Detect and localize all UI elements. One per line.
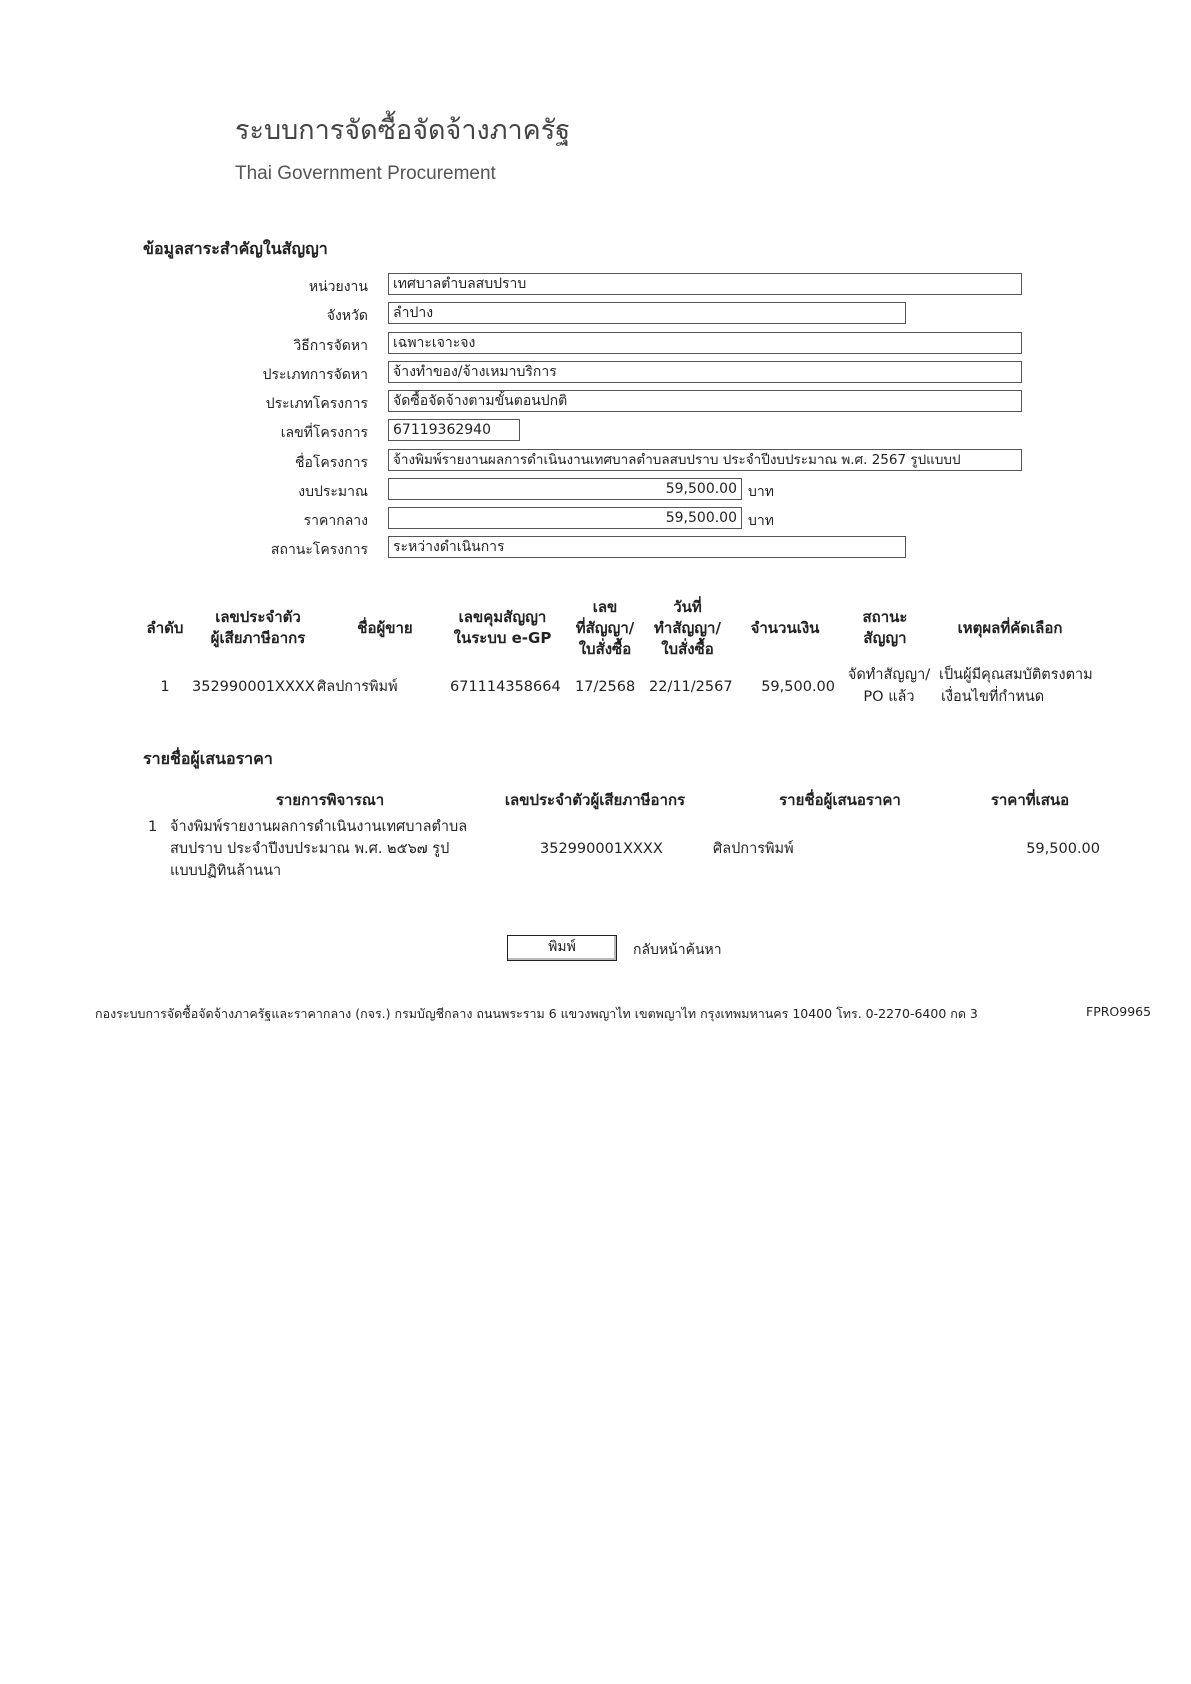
field-label-procurement-type: ประเภทการจัดหา: [262, 367, 368, 383]
cell-contract-status: จัดทำสัญญา/ PO แล้ว: [847, 667, 931, 705]
field-label-project-status: สถานะโครงการ: [270, 542, 368, 558]
bidders-heading: รายชื่อผู้เสนอราคา: [143, 749, 273, 768]
field-budget: 59,500.00: [388, 478, 742, 500]
th-control-no: เลขคุมสัญญา ในระบบ e-GP: [453, 608, 552, 647]
field-label-project-name: ชื่อโครงการ: [294, 455, 368, 471]
field-label-budget: งบประมาณ: [298, 484, 368, 500]
th-selection-reason: เหตุผลที่คัดเลือก: [957, 619, 1063, 637]
field-label-project-type: ประเภทโครงการ: [265, 396, 368, 412]
cell-contract-no: 17/2568: [575, 679, 636, 695]
th-amount: จำนวนเงิน: [750, 619, 820, 637]
cell-selection-reason: เป็นผู้มีคุณสมบัติตรงตาม เงื่อนไขที่กำหนด: [939, 667, 1093, 705]
field-project-status: ระหว่างดำเนินการ: [388, 536, 906, 558]
cell-contract-date: 22/11/2567: [649, 679, 733, 695]
field-procurement-type: จ้างทำของ/จ้างเหมาบริการ: [388, 361, 1022, 383]
th-tax-id: เลขประจำตัว ผู้เสียภาษีอากร: [210, 608, 306, 647]
th-contract-no: เลข ที่สัญญา/ ใบสั่งซื้อ: [575, 598, 635, 658]
cell-control-no: 671114358664: [450, 679, 561, 695]
field-province: ลำปาง: [388, 302, 906, 324]
print-button[interactable]: พิมพ์: [507, 935, 617, 961]
th-seq: ลำดับ: [146, 619, 184, 637]
cell-amount: 59,500.00: [761, 679, 835, 695]
bid-price: 59,500.00: [1026, 841, 1100, 857]
cell-seller: ศิลปการพิมพ์: [317, 679, 398, 695]
th-contract-status: สถานะ สัญญา: [862, 608, 908, 647]
contract-info-heading: ข้อมูลสาระสำคัญในสัญญา: [143, 239, 328, 258]
th-bid-name: รายชื่อผู้เสนอราคา: [779, 791, 901, 809]
bid-tax-id: 352990001XXXX: [540, 841, 663, 857]
field-label-agency: หน่วยงาน: [308, 279, 368, 295]
th-bid-tax-id: เลขประจำตัวผู้เสียภาษีอากร: [504, 791, 686, 809]
bid-seq: 1: [148, 819, 158, 835]
th-bid-item: รายการพิจารณา: [275, 791, 385, 809]
page-title: ระบบการจัดซื้อจัดจ้างภาครัฐ: [235, 115, 571, 146]
footer-address: กองระบบการจัดซื้อจัดจ้างภาครัฐและราคากลาง (กจร.) กรมบัญชีกลาง ถนนพระราม 6 แขวงพญาไท เขตพญาไท กรุงเทพมหานคร 10400 โทร. 0-2270-6400 กด 3: [95, 1006, 978, 1021]
th-contract-date: วันที่ ทำสัญญา/ ใบสั่งซื้อ: [654, 598, 721, 658]
th-bid-price: ราคาที่เสนอ: [990, 791, 1070, 809]
page-subtitle: Thai Government Procurement: [235, 163, 496, 184]
bid-item: จ้างพิมพ์รายงานผลการดำเนินงานเทศบาลตำบล สบปราบ ประจำปีงบประมาณ พ.ศ. ๒๕๖๗ รูป แบบปฏิทินล้านนา: [170, 819, 468, 879]
median-price-unit: บาท: [748, 513, 774, 529]
footer-code: FPRO9965: [1086, 1004, 1152, 1019]
cell-seq: 1: [160, 679, 170, 695]
th-seller: ชื่อผู้ขาย: [357, 619, 413, 637]
field-project-name: จ้างพิมพ์รายงานผลการดำเนินงานเทศบาลตำบลสบปราบ ประจำปีงบประมาณ พ.ศ. 2567 รูปแบบป: [388, 449, 1022, 471]
back-to-search-link[interactable]: กลับหน้าค้นหา: [633, 942, 722, 958]
field-label-project-number: เลขที่โครงการ: [280, 425, 368, 441]
field-project-number: 67119362940: [388, 419, 520, 441]
cell-tax-id: 352990001XXXX: [192, 679, 315, 695]
field-median-price: 59,500.00: [388, 507, 742, 529]
field-project-type: จัดซื้อจัดจ้างตามขั้นตอนปกติ: [388, 390, 1022, 412]
bid-name: ศิลปการพิมพ์: [713, 841, 794, 857]
field-agency: เทศบาลตำบลสบปราบ: [388, 273, 1022, 295]
field-label-province: จังหวัด: [326, 308, 368, 324]
budget-unit: บาท: [748, 484, 774, 500]
field-method: เฉพาะเจาะจง: [388, 332, 1022, 354]
field-label-median-price: ราคากลาง: [303, 513, 368, 529]
field-label-method: วิธีการจัดหา: [293, 338, 368, 354]
